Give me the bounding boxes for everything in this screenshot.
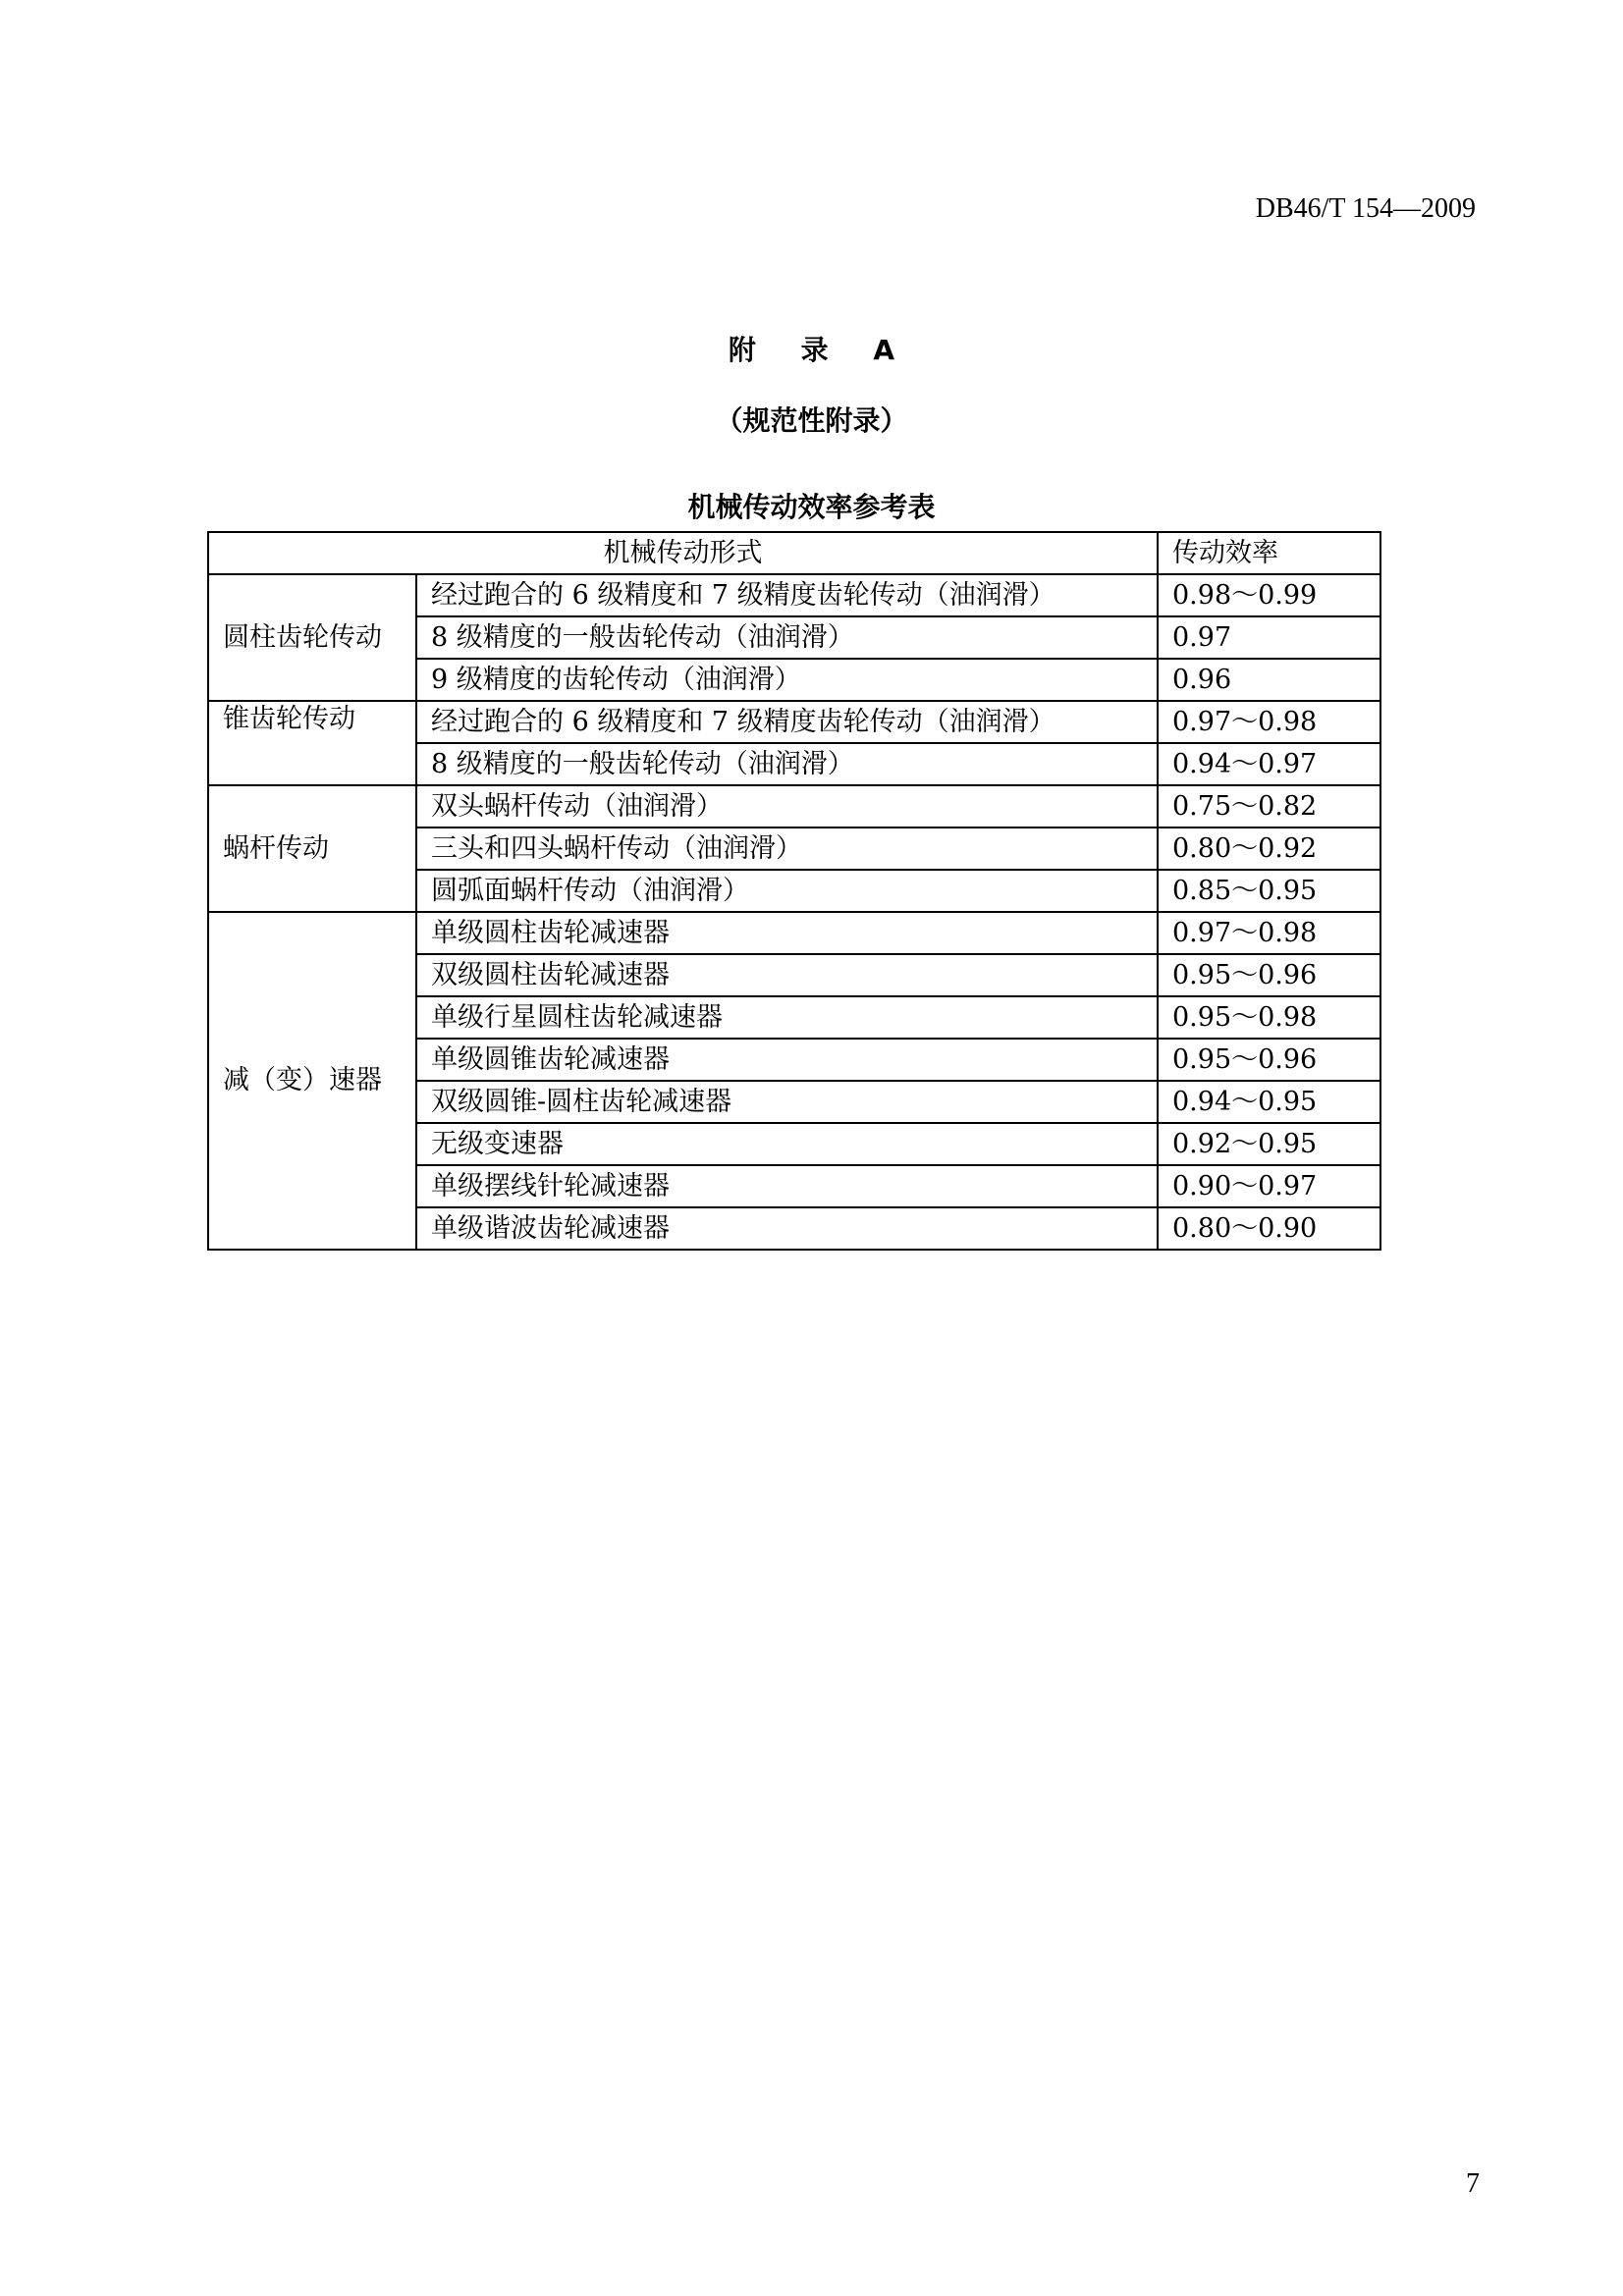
efficiency-cell: 0.90～0.97 [1158, 1165, 1380, 1207]
efficiency-cell: 0.95～0.96 [1158, 954, 1380, 996]
form-cell: 圆弧面蜗杆传动（油润滑） [416, 870, 1158, 912]
document-code: DB46/T 154—2009 [1255, 193, 1476, 224]
form-cell: 单级圆锥齿轮减速器 [416, 1039, 1158, 1081]
efficiency-cell: 0.94～0.95 [1158, 1081, 1380, 1123]
form-cell: 双级圆柱齿轮减速器 [416, 954, 1158, 996]
form-cell: 单级谐波齿轮减速器 [416, 1207, 1158, 1250]
form-cell: 双头蜗杆传动（油润滑） [416, 785, 1158, 828]
efficiency-cell: 0.98～0.99 [1158, 574, 1380, 616]
form-cell: 双级圆锥-圆柱齿轮减速器 [416, 1081, 1158, 1123]
page-number: 7 [1466, 2168, 1480, 2199]
header-efficiency: 传动效率 [1158, 532, 1380, 574]
category-cell: 减（变）速器 [208, 912, 416, 1250]
form-cell: 无级变速器 [416, 1123, 1158, 1165]
efficiency-cell: 0.96 [1158, 659, 1380, 701]
form-cell: 经过跑合的 6 级精度和 7 级精度齿轮传动（油润滑） [416, 701, 1158, 743]
appendix-subtitle: （规范性附录） [715, 404, 908, 437]
efficiency-cell: 0.80～0.92 [1158, 828, 1380, 870]
efficiency-cell: 0.95～0.96 [1158, 1039, 1380, 1081]
form-cell: 单级摆线针轮减速器 [416, 1165, 1158, 1207]
form-cell: 经过跑合的 6 级精度和 7 级精度齿轮传动（油润滑） [416, 574, 1158, 616]
form-cell: 单级圆柱齿轮减速器 [416, 912, 1158, 954]
category-cell: 锥齿轮传动 [208, 701, 416, 785]
header-transmission-form: 机械传动形式 [208, 532, 1158, 574]
form-cell: 8 级精度的一般齿轮传动（油润滑） [416, 616, 1158, 659]
table-row [208, 785, 1380, 828]
form-cell: 8 级精度的一般齿轮传动（油润滑） [416, 743, 1158, 785]
table-header-row [208, 532, 1380, 574]
efficiency-table [207, 531, 1381, 1251]
form-cell: 9 级精度的齿轮传动（油润滑） [416, 659, 1158, 701]
efficiency-cell: 0.75～0.82 [1158, 785, 1380, 828]
efficiency-cell: 0.92～0.95 [1158, 1123, 1380, 1165]
efficiency-cell: 0.97 [1158, 616, 1380, 659]
table-title: 机械传动效率参考表 [687, 491, 936, 523]
form-cell: 三头和四头蜗杆传动（油润滑） [416, 828, 1158, 870]
category-cell: 蜗杆传动 [208, 785, 416, 912]
efficiency-cell: 0.97～0.98 [1158, 912, 1380, 954]
category-cell: 圆柱齿轮传动 [208, 574, 416, 701]
efficiency-cell: 0.94～0.97 [1158, 743, 1380, 785]
efficiency-cell: 0.80～0.90 [1158, 1207, 1380, 1250]
efficiency-cell: 0.95～0.98 [1158, 996, 1380, 1039]
efficiency-cell: 0.97～0.98 [1158, 701, 1380, 743]
table-row [208, 574, 1380, 616]
table-row [208, 912, 1380, 954]
form-cell: 单级行星圆柱齿轮减速器 [416, 996, 1158, 1039]
appendix-title: 附 录 A [728, 334, 913, 366]
efficiency-cell: 0.85～0.95 [1158, 870, 1380, 912]
table-row [208, 701, 1380, 743]
